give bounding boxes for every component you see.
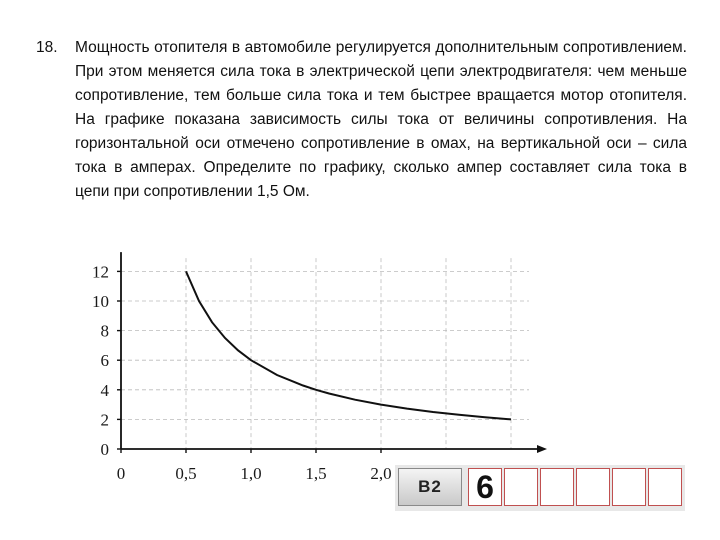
x-tick-label: 1,5 [305, 464, 327, 483]
x-axis-arrow [537, 445, 547, 453]
answer-panel [395, 465, 685, 511]
y-tick-label: 6 [100, 351, 109, 371]
problem-text: Мощность отопителя в автомобиле регулируется дополнительным сопротивлением. При этом меняется сила тока в электрической цепи электродвигателя: чем меньше сопротивление, тем больше сила тока и тем быстрее вращается мотор отопителя. На графике показана зависимость силы тока от величины сопротивления. На горизонтальной оси отмечено сопротивление в омах, на вертикальной оси – сила тока в амперах. Определите по графику, сколько ампер составляет сила тока в цепи при сопротивлении 1,5 Ом. [75, 39, 687, 200]
answer-digit-box[interactable]: 6 [468, 468, 502, 506]
y-tick-label: 12 [92, 262, 109, 282]
answer-empty-box[interactable] [504, 468, 538, 506]
y-tick-label: 2 [100, 410, 109, 430]
x-tick-label: 0 [116, 464, 126, 483]
problem-number: 18. [36, 39, 58, 56]
y-tick-label: 8 [100, 321, 109, 341]
answer-empty-box[interactable] [576, 468, 610, 506]
answer-empty-box[interactable] [540, 468, 574, 506]
task-code-label: B2 [398, 468, 462, 506]
answer-empty-box[interactable] [648, 468, 682, 506]
answer-empty-box[interactable] [612, 468, 646, 506]
y-tick-label: 4 [100, 380, 109, 400]
x-tick-label: 2,0 [370, 464, 392, 483]
x-tick-label: 1,0 [240, 464, 262, 483]
y-tick-label: 10 [92, 292, 109, 311]
y-tick-label: 0 [100, 440, 109, 459]
current-curve [186, 271, 511, 419]
x-tick-label: 0,5 [175, 464, 197, 483]
